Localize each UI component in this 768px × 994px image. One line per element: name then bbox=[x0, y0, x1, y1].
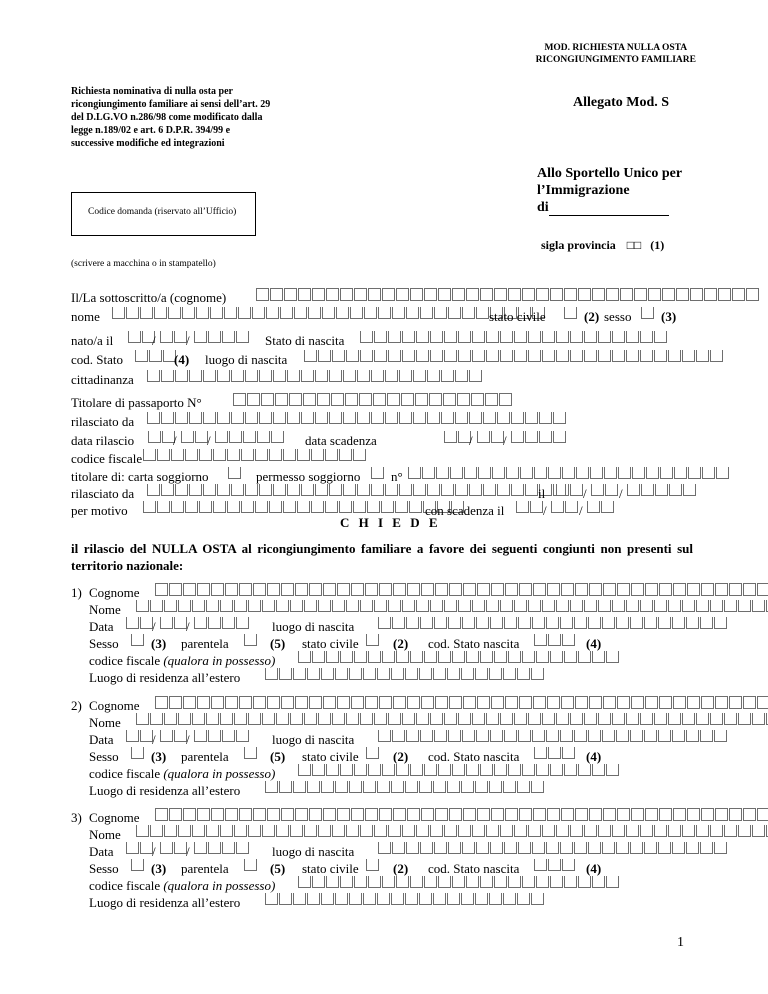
relative-month-field[interactable] bbox=[160, 617, 188, 629]
allegato-title: Allegato Mod. S bbox=[573, 95, 670, 110]
relative-number: 1) bbox=[71, 585, 82, 600]
passaporto-label: Titolare di passaporto N° bbox=[71, 395, 202, 410]
numero-label: n° bbox=[391, 469, 403, 484]
page-number: 1 bbox=[677, 935, 684, 950]
codice-domanda-label: Codice domanda (riservato all’Ufficio) bbox=[88, 207, 237, 217]
nome-field[interactable] bbox=[112, 307, 546, 319]
date-sep: / bbox=[186, 732, 190, 747]
relative-nome-field[interactable] bbox=[136, 713, 768, 725]
relative-parentela-label: parentela bbox=[181, 636, 229, 651]
date-sep: / bbox=[207, 433, 211, 448]
nome-label: nome bbox=[71, 309, 100, 324]
relative-month-field[interactable] bbox=[160, 730, 188, 742]
sigla-provincia-row bbox=[541, 238, 664, 253]
date-sep: / bbox=[619, 486, 623, 501]
relative-luogo-field[interactable] bbox=[378, 730, 728, 742]
relative-cod-stato-field[interactable] bbox=[534, 747, 576, 759]
relative-luogo-label: luogo di nascita bbox=[272, 619, 355, 634]
relative-sesso-label: Sesso bbox=[89, 749, 119, 764]
il-label: il bbox=[538, 486, 546, 501]
relative-cf-label bbox=[89, 653, 275, 669]
relative-residenza-field[interactable] bbox=[265, 781, 545, 793]
relative-cf-text: codice fiscale bbox=[89, 766, 161, 781]
relative-data-label: Data bbox=[89, 732, 114, 747]
relative-parentela-label: parentela bbox=[181, 749, 229, 764]
relative-luogo-label: luogo di nascita bbox=[272, 844, 355, 859]
date-sep: / bbox=[579, 503, 583, 518]
date-sep: / bbox=[152, 732, 156, 747]
relative-cf-field[interactable] bbox=[298, 876, 620, 888]
il-year-field[interactable] bbox=[627, 484, 697, 496]
relative-note-4: (4) bbox=[586, 749, 602, 764]
relative-cognome-label: Cognome bbox=[89, 698, 140, 713]
date-sep: / bbox=[186, 844, 190, 859]
relative-note-3: (3) bbox=[151, 861, 167, 876]
relative-nome-label: Nome bbox=[89, 602, 121, 617]
relative-sesso-label: Sesso bbox=[89, 861, 119, 876]
stato-civile-field[interactable] bbox=[564, 307, 578, 319]
relative-parentela-field[interactable] bbox=[244, 747, 258, 759]
note-2: (2) bbox=[584, 309, 600, 324]
relative-data-label: Data bbox=[89, 844, 114, 859]
rilasciato-da2-label: rilasciato da bbox=[71, 486, 135, 501]
per-motivo-field[interactable] bbox=[143, 501, 465, 513]
relative-number: 3) bbox=[71, 810, 82, 825]
relative-parentela-label: parentela bbox=[181, 861, 229, 876]
date-sep: / bbox=[186, 333, 190, 348]
date-sep: / bbox=[152, 844, 156, 859]
relative-cf-text: codice fiscale bbox=[89, 653, 161, 668]
relative-nome-label: Nome bbox=[89, 827, 121, 842]
relative-nome-field[interactable] bbox=[136, 600, 768, 612]
con-scadenza-day-field[interactable] bbox=[516, 501, 544, 513]
intro-text: Richiesta nominativa di nulla osta per ricongiungimento familiare ai sensi dell’art. 29 del D.LG.VO n.286/98 come modificato dalla legge n.189/02 e art. 6 D.P.R. 394/99 e successive modifiche ed integrazioni bbox=[71, 86, 271, 149]
relative-cognome-label: Cognome bbox=[89, 810, 140, 825]
relative-luogo-label: luogo di nascita bbox=[272, 732, 355, 747]
relative-stato-civile-field[interactable] bbox=[366, 634, 380, 646]
relative-luogo-field[interactable] bbox=[378, 617, 728, 629]
relative-stato-civile-field[interactable] bbox=[366, 747, 380, 759]
il-day-field[interactable] bbox=[556, 484, 584, 496]
sportello-line2: l’Immigrazione bbox=[537, 183, 630, 198]
rilascio-month-field[interactable] bbox=[181, 431, 209, 443]
scadenza-month-field[interactable] bbox=[477, 431, 505, 443]
numero-field[interactable] bbox=[408, 467, 730, 479]
relative-cod-stato-label: cod. Stato nascita bbox=[428, 861, 520, 876]
sportello-address bbox=[537, 165, 682, 216]
relative-month-field[interactable] bbox=[160, 842, 188, 854]
rilasciato-da-label: rilasciato da bbox=[71, 414, 135, 429]
nato-year-field[interactable] bbox=[194, 331, 250, 343]
relative-year-field[interactable] bbox=[194, 730, 250, 742]
rilasciato-da2-field[interactable] bbox=[147, 484, 567, 496]
relative-day-field[interactable] bbox=[126, 730, 154, 742]
sportello-line3 bbox=[537, 199, 682, 216]
stato-civile-label: stato civile bbox=[489, 309, 546, 324]
date-sep: / bbox=[152, 619, 156, 634]
relative-cf-field[interactable] bbox=[298, 651, 620, 663]
relative-year-field[interactable] bbox=[194, 842, 250, 854]
relative-stato-civile-label: stato civile bbox=[302, 749, 359, 764]
date-sep: / bbox=[503, 433, 507, 448]
relative-parentela-field[interactable] bbox=[244, 634, 258, 646]
relative-cf-note: (qualora in possesso) bbox=[163, 653, 276, 668]
codice-fiscale-label: codice fiscale bbox=[71, 451, 143, 466]
relative-note-2: (2) bbox=[393, 636, 409, 651]
data-scadenza-label: data scadenza bbox=[305, 433, 377, 448]
relative-sesso-field[interactable] bbox=[131, 634, 145, 646]
cittadinanza-label: cittadinanza bbox=[71, 372, 134, 387]
relative-cf-note: (qualora in possesso) bbox=[163, 878, 276, 893]
permesso-soggiorno-label: permesso soggiorno bbox=[256, 469, 361, 484]
con-scadenza-month-field[interactable] bbox=[551, 501, 579, 513]
relative-nome-field[interactable] bbox=[136, 825, 768, 837]
sesso-label: sesso bbox=[604, 309, 632, 324]
sportello-line1: Allo Sportello Unico per bbox=[537, 166, 683, 181]
codice-fiscale-field[interactable] bbox=[143, 449, 367, 461]
sigla-provincia-label: sigla provincia bbox=[541, 238, 616, 252]
relative-cf-field[interactable] bbox=[298, 764, 620, 776]
relative-sesso-field[interactable] bbox=[131, 747, 145, 759]
rilascio-day-field[interactable] bbox=[148, 431, 176, 443]
stato-nascita-field[interactable] bbox=[360, 331, 668, 343]
codice-domanda-box bbox=[71, 192, 256, 236]
stato-nascita-label: Stato di nascita bbox=[265, 333, 345, 348]
relative-cognome-field[interactable] bbox=[155, 808, 768, 820]
relative-cf-label bbox=[89, 766, 275, 782]
permesso-soggiorno-field[interactable] bbox=[371, 467, 385, 479]
chiede-heading: C H I E D E bbox=[340, 515, 441, 530]
passaporto-field[interactable] bbox=[233, 393, 513, 405]
relative-sesso-label: Sesso bbox=[89, 636, 119, 651]
relative-cognome-field[interactable] bbox=[155, 696, 768, 708]
relative-nome-label: Nome bbox=[89, 715, 121, 730]
luogo-nascita-label: luogo di nascita bbox=[205, 352, 288, 367]
relative-stato-civile-label: stato civile bbox=[302, 861, 359, 876]
relative-data-label: Data bbox=[89, 619, 114, 634]
date-sep: / bbox=[543, 503, 547, 518]
cod-stato-label: cod. Stato bbox=[71, 352, 123, 367]
sportello-di: di bbox=[537, 200, 549, 215]
relative-cod-stato-label: cod. Stato nascita bbox=[428, 636, 520, 651]
con-scadenza-year-field[interactable] bbox=[587, 501, 615, 513]
relative-note-3: (3) bbox=[151, 749, 167, 764]
relative-cf-note: (qualora in possesso) bbox=[163, 766, 276, 781]
relative-stato-civile-field[interactable] bbox=[366, 859, 380, 871]
note-4: (4) bbox=[174, 352, 190, 367]
luogo-nascita-field[interactable] bbox=[304, 350, 724, 362]
relative-note-3: (3) bbox=[151, 636, 167, 651]
date-sep: / bbox=[173, 433, 177, 448]
relative-cod-stato-field[interactable] bbox=[534, 634, 576, 646]
relative-sesso-field[interactable] bbox=[131, 859, 145, 871]
relative-day-field[interactable] bbox=[126, 842, 154, 854]
carta-soggiorno-field[interactable] bbox=[228, 467, 242, 479]
relative-cf-label bbox=[89, 878, 275, 894]
form-code bbox=[536, 42, 696, 66]
relative-parentela-field[interactable] bbox=[244, 859, 258, 871]
con-scadenza-label: con scadenza il bbox=[425, 503, 505, 518]
form-code-line1: MOD. RICHIESTA NULLA OSTA bbox=[544, 43, 688, 53]
relative-note-5: (5) bbox=[270, 636, 286, 651]
note-ref-1: (1) bbox=[650, 238, 665, 252]
request-text: il rilascio del NULLA OSTA al ricongiungimento familiare a favore dei seguenti congiunti non presenti sul territorio nazionale: bbox=[71, 541, 693, 573]
relative-cod-stato-field[interactable] bbox=[534, 859, 576, 871]
relative-cognome-field[interactable] bbox=[155, 583, 768, 595]
relative-number: 2) bbox=[71, 698, 82, 713]
cognome-label: Il/La sottoscritto/a (cognome) bbox=[71, 290, 227, 305]
relative-note-5: (5) bbox=[270, 749, 286, 764]
date-sep: / bbox=[152, 333, 156, 348]
sesso-field[interactable] bbox=[641, 307, 655, 319]
data-rilascio-label: data rilascio bbox=[71, 433, 135, 448]
relative-cod-stato-label: cod. Stato nascita bbox=[428, 749, 520, 764]
relative-residenza-field[interactable] bbox=[265, 668, 545, 680]
date-sep: / bbox=[186, 619, 190, 634]
relative-residenza-field[interactable] bbox=[265, 893, 545, 905]
rilasciato-da-field[interactable] bbox=[147, 412, 567, 424]
relative-residenza-label: Luogo di residenza all’estero bbox=[89, 783, 241, 798]
relative-cognome-label: Cognome bbox=[89, 585, 140, 600]
sigla-provincia-boxes[interactable]: □□ bbox=[626, 238, 642, 252]
relative-cf-text: codice fiscale bbox=[89, 878, 161, 893]
relative-note-2: (2) bbox=[393, 749, 409, 764]
relative-note-5: (5) bbox=[270, 861, 286, 876]
rilascio-year-field[interactable] bbox=[215, 431, 285, 443]
relative-note-4: (4) bbox=[586, 861, 602, 876]
cod-stato-field[interactable] bbox=[135, 350, 177, 362]
relative-note-2: (2) bbox=[393, 861, 409, 876]
form-code-line2: RICONGIUNGIMENTO FAMILIARE bbox=[535, 55, 696, 65]
city-field[interactable] bbox=[549, 201, 669, 216]
relative-stato-civile-label: stato civile bbox=[302, 636, 359, 651]
relative-residenza-label: Luogo di residenza all’estero bbox=[89, 895, 241, 910]
scadenza-year-field[interactable] bbox=[511, 431, 567, 443]
relative-luogo-field[interactable] bbox=[378, 842, 728, 854]
relative-residenza-label: Luogo di residenza all’estero bbox=[89, 670, 241, 685]
relative-year-field[interactable] bbox=[194, 617, 250, 629]
note-3: (3) bbox=[661, 309, 677, 324]
carta-soggiorno-label: titolare di: carta soggiorno bbox=[71, 469, 209, 484]
relative-day-field[interactable] bbox=[126, 617, 154, 629]
date-sep: / bbox=[469, 433, 473, 448]
nato-month-field[interactable] bbox=[160, 331, 188, 343]
per-motivo-label: per motivo bbox=[71, 503, 128, 518]
date-sep: / bbox=[583, 486, 587, 501]
scadenza-day-field[interactable] bbox=[444, 431, 472, 443]
cittadinanza-field[interactable] bbox=[147, 370, 483, 382]
write-note: (scrivere a macchina o in stampatello) bbox=[71, 259, 216, 269]
nato-il-label: nato/a il bbox=[71, 333, 114, 348]
relative-note-4: (4) bbox=[586, 636, 602, 651]
il-month-field[interactable] bbox=[591, 484, 619, 496]
cognome-field[interactable] bbox=[256, 288, 760, 300]
